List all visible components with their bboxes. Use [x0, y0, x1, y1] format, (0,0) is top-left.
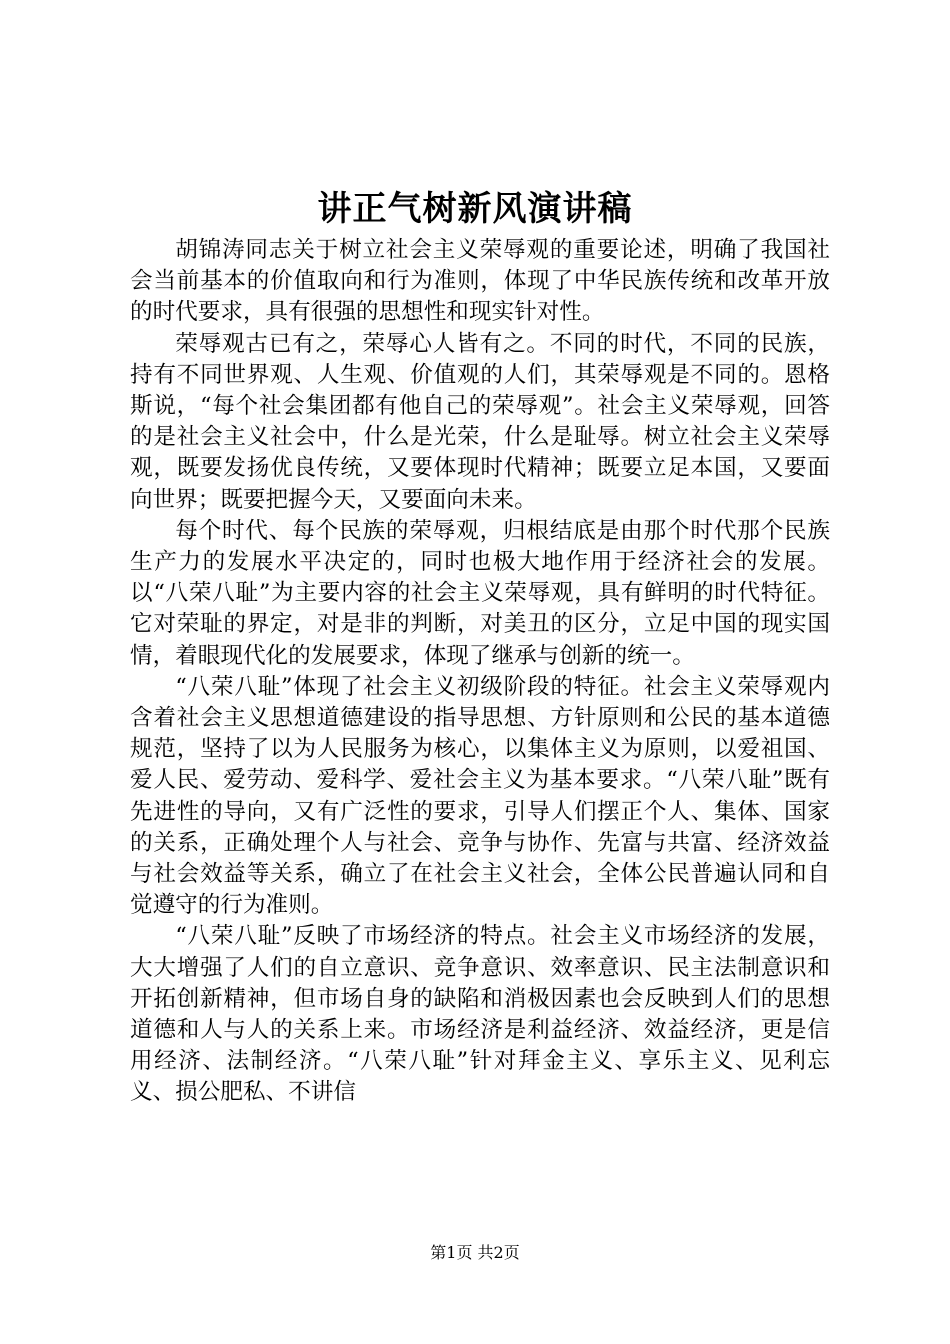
paragraph: 每个时代、每个民族的荣辱观，归根结底是由那个时代那个民族生产力的发展水平决定的，同时也极大地作用于经济社会的发展。以“八荣八耻”为主要内容的社会主义荣辱观，具有鲜明的时代特征。它对荣耻的界定，对是非的判断，对美丑的区分，立足中国的现实国情，着眼现代化的发展要求，体现了继承与创新的统一。	[130, 517, 830, 669]
document-title: 讲正气树新风演讲稿	[317, 189, 633, 229]
paragraph: 胡锦涛同志关于树立社会主义荣辱观的重要论述，明确了我国社会当前基本的价值取向和行为准则，体现了中华民族传统和改革开放的时代要求，具有很强的思想性和现实针对性。	[130, 237, 830, 326]
paragraph: 荣辱观古已有之，荣辱心人皆有之。不同的时代，不同的民族，持有不同世界观、人生观、价值观的人们，其荣辱观是不同的。恩格斯说，“每个社会集团都有他自己的荣辱观”。社会主义荣辱观，回答的是社会主义社会中，什么是光荣，什么是耻辱。树立社会主义荣辱观，既要发扬优良传统，又要体现时代精神；既要立足本国，又要面向世界；既要把握今天，又要面向未来。	[130, 330, 830, 513]
paragraph: “八荣八耻”反映了市场经济的特点。社会主义市场经济的发展，大大增强了人们的自立意识、竞争意识、效率意识、民主法制意识和开拓创新精神，但市场自身的缺陷和消极因素也会反映到人们的思想道德和人与人的关系上来。市场经济是利益经济、效益经济，更是信用经济、法制经济。“八荣八耻”针对拜金主义、享乐主义、见利忘义、损公肥私、不讲信	[130, 923, 830, 1106]
page-footer: 第1页 共2页	[430, 1243, 520, 1262]
paragraph: “八荣八耻”体现了社会主义初级阶段的特征。社会主义荣辱观内含着社会主义思想道德建设的指导思想、方针原则和公民的基本道德规范，坚持了以为人民服务为核心，以集体主义为原则，以爱祖国、爱人民、爱劳动、爱科学、爱社会主义为基本要求。“八荣八耻”既有先进性的导向，又有广泛性的要求，引导人们摆正个人、集体、国家的关系，正确处理个人与社会、竞争与协作、先富与共富、经济效益与社会效益等关系，确立了在社会主义社会，全体公民普遍认同和自觉遵守的行为准则。	[130, 673, 830, 919]
document-body	[130, 235, 830, 1109]
